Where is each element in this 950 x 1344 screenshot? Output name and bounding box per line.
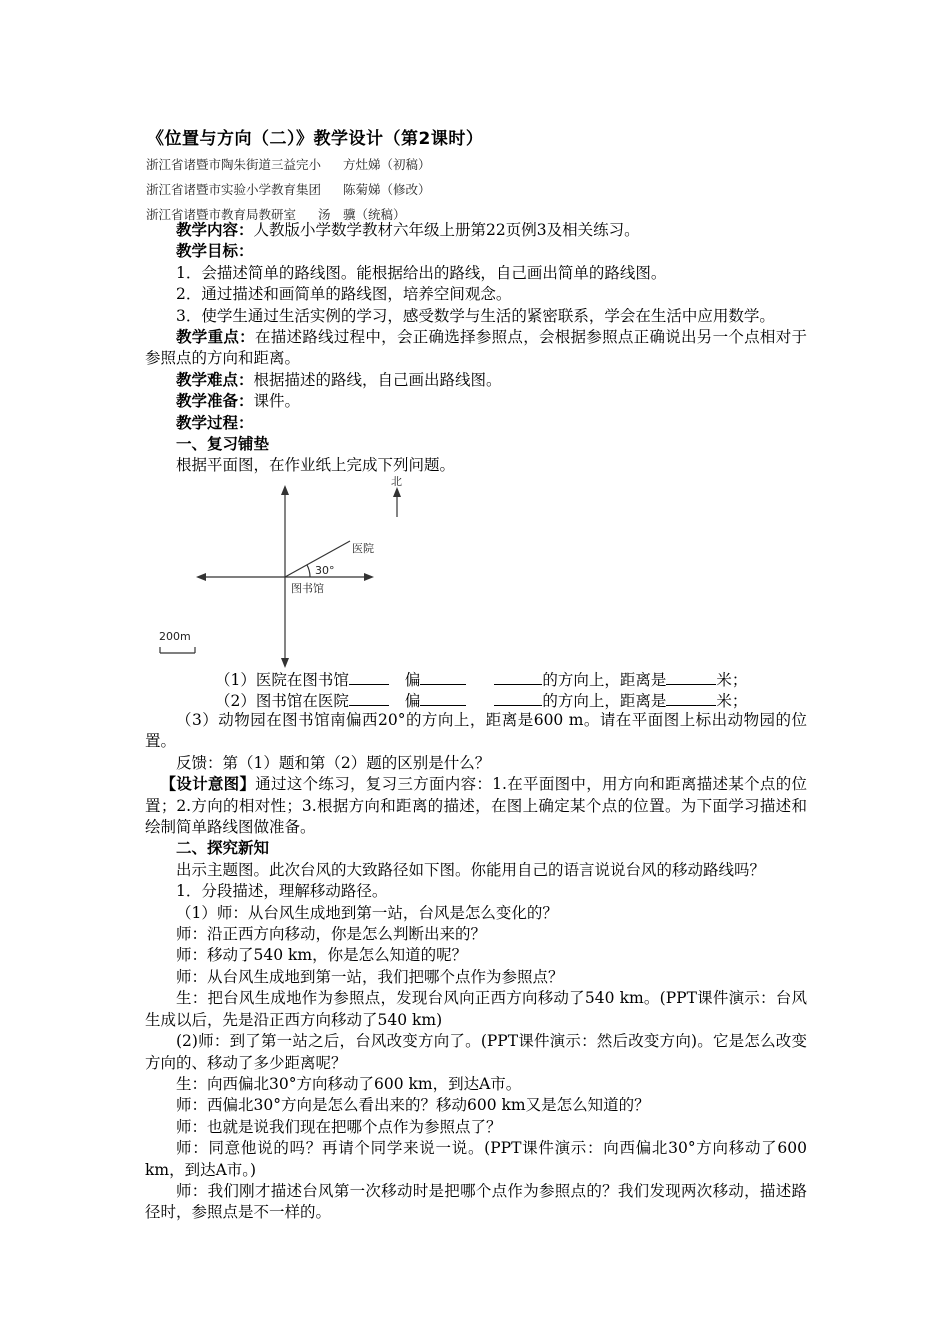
author-line-1 [146,155,431,173]
author-org: 浙江省诸暨市实验小学教育集团 [146,182,322,197]
difficulty: 教学难点：根据描述的路线，自己画出路线图。 [176,370,502,389]
answer-blank[interactable] [666,668,716,685]
section-intro: 根据平面图，在作业纸上完成下列问题。 [176,456,456,475]
arrow-up-icon [281,485,289,495]
paragraph: 出示主题图。此次台风的大致路径如下图。你能用自己的语言说说台风的移动路线吗？ [176,860,766,879]
answer-blank[interactable] [349,689,389,706]
section-heading: 二、探究新知 [176,839,270,858]
author-name: 方灶娣（初稿） [343,157,431,172]
scale-label: 200m [159,630,191,643]
author-org: 浙江省诸暨市教育局教研室 [146,207,297,222]
author-name: 汤 骥（统稿） [318,207,406,222]
author-line-2 [146,180,431,198]
lesson-body-continued [145,710,807,1224]
dialogue-line: 师：西偏北30°方向是怎么看出来的？移动600 km又是怎么知道的？ [176,1096,650,1115]
dialogue-line: 师：移动了540 km，你是怎么知道的呢？ [176,946,468,965]
answer-blank[interactable] [420,668,466,685]
preparation: 教学准备：课件。 [176,392,301,411]
document-title: 《位置与方向（二）》教学设计（第2课时） [147,129,484,149]
author-org: 浙江省诸暨市陶朱街道三益完小 [146,157,322,172]
arrow-left-icon [196,573,206,581]
hospital-label: 医院 [352,542,374,555]
key-point: 教学重点：在描述路线过程中，会正确选择参照点，会根据参照点正确说出另一个点相对于参照点的方向和距离。 [145,328,807,368]
goals-heading: 教学目标： [176,242,254,261]
goal-item: 2．通过描述和画简单的路线图，培养空间观念。 [176,285,512,304]
dialogue-line: （1）师：从台风生成地到第一站，台风是怎么变化的？ [176,903,558,922]
goal-item: 1．会描述简单的路线图。能根据给出的路线，自己画出简单的路线图。 [176,263,667,282]
dialogue-line: 师：同意他说的吗？再请个同学来说一说。(PPT课件演示：向西偏北30°方向移动了600 km，到达A市。) [145,1139,807,1179]
angle-label: 30° [315,564,335,577]
teaching-content: 教学内容：人教版小学数学教材六年级上册第22页例3及相关练习。 [176,221,640,239]
dialogue-line: 生：向西偏北30°方向移动了600 km，到达A市。 [176,1074,522,1093]
library-label: 图书馆 [291,582,324,595]
author-name: 陈菊娣（修改） [343,182,431,197]
north-label: 北 [391,475,402,488]
dialogue-line: 师：沿正西方向移动，你是怎么判断出来的？ [176,925,487,944]
question-3: （3）动物园在图书馆南偏西20°的方向上，距离是600 m。请在平面图上标出动物园的位置。 [145,711,807,751]
goal-item: 3．使学生通过生活实例的学习，感受数学与生活的紧密联系，学会在生活中应用数学。 [176,306,775,325]
answer-blank[interactable] [666,689,716,706]
arrow-down-icon [281,658,289,668]
design-intent: 【设计意图】通过这个练习，复习三方面内容：1.在平面图中，用方向和距离描述某个点的位置；2.方向的相对性；3.根据方向和距离的描述，在图上确定某个点的位置。为下面学习描述和绘制简单路线图做准备。 [145,775,807,837]
map-diagram [145,473,445,668]
lesson-body [145,220,807,477]
dialogue-line: 师：从台风生成地到第一站，我们把哪个点作为参照点？ [176,967,564,986]
dialogue-line: (2)师：到了第一站之后，台风改变方向了。(PPT课件演示：然后改变方向)。它是怎么改变方向的、移动了多少距离呢？ [145,1032,807,1072]
angle-arc [307,565,310,577]
arrow-right-icon [364,573,374,581]
question-2: （2）图书馆在医院 偏 的方向上，距离是 米； [145,689,815,712]
dialogue-line: 师：我们刚才描述台风第一次移动时是把哪个点作为参照点的？我们发现两次移动，描述路径时，参照点是不一样的。 [145,1181,807,1222]
dialogue-line: 生：把台风生成地作为参照点，发现台风向正西方向移动了540 km。(PPT课件演示：台风生成以后，先是沿正西方向移动了540 km) [145,989,807,1029]
question-1: （1）医院在图书馆 偏 的方向上，距离是 米； [145,668,815,691]
section-heading: 一、复习铺垫 [176,435,270,454]
paragraph: 1．分段描述，理解移动路径。 [176,882,388,901]
answer-blank[interactable] [420,689,466,706]
answer-blank[interactable] [494,668,542,685]
north-arrow-icon [393,487,401,497]
answer-blank[interactable] [494,689,542,706]
process-heading: 教学过程： [176,413,254,432]
feedback: 反馈：第（1）题和第（2）题的区别是什么？ [176,753,491,772]
answer-blank[interactable] [349,668,389,685]
dialogue-line: 师：也就是说我们现在把哪个点作为参照点了？ [176,1117,502,1136]
